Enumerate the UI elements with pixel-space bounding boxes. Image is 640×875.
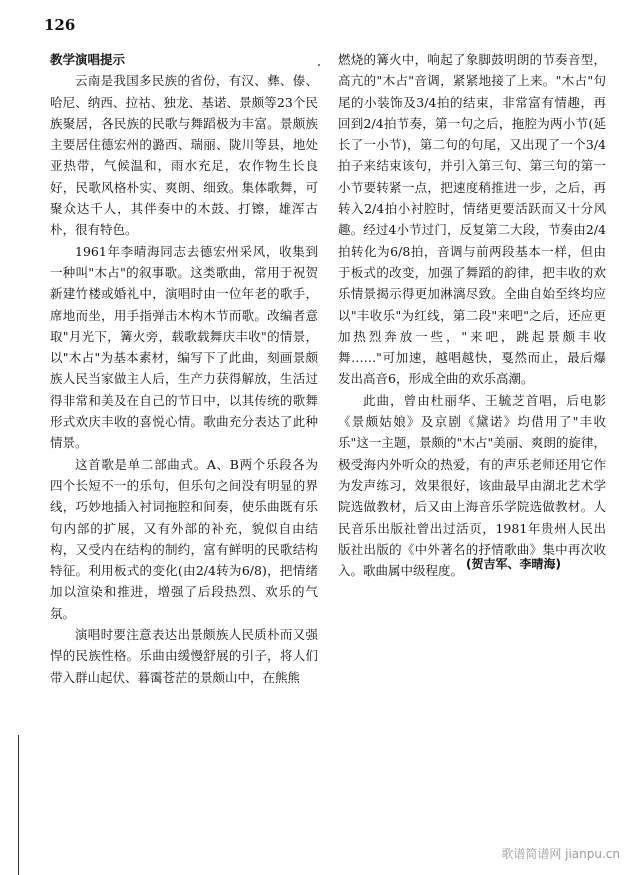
left-column [50,49,318,688]
authors-credit: (贺吉军、李晴海) [466,557,561,571]
paragraph-performance-continued: 燃烧的篝火中，响起了象脚鼓明朗的节奏音型，高亢的"木占"音调，紧紧地接了上来。"木占"句尾的小装饰及3/4拍的结束，非常富有情趣，再回到2/4拍节奏，第一句之后，拖腔为两小节(延长了一小节)，第二句的句尾，又出现了一个3/4拍子来结束该句，并引入第三句、第三句的第一小节要转紧一点，把速度稍推进一步，之后，再转入2/4拍小衬腔时，情绪更要活跃而又十分风趣。经过4小节过门，反复第二大段，节奏由2/4拍转化为6/8拍，音调与前两段基本一样，但由于板式的改变，加强了舞蹈的韵律，把丰收的欢乐情景揭示得更加淋漓尽致。全曲自始至终均应以"丰收乐"为红线，第二段"来吧"之后，还应更加热烈奔放一些，"来吧，跳起景颇丰收舞……"可加速，越唱越快，戛然而止，最后爆发出高音6，形成全曲的欢乐高潮。 [338,52,606,387]
watermark: 歌谱简谱网 jianpu.cn [501,847,620,861]
scan-speck [318,64,320,66]
paragraph-history: 此曲，曾由杜丽华、王毓芝首唱，后电影《景颇姑娘》及京剧《黛诺》均借用了"丰收乐"这一主题，景颇的"木占"美丽、爽朗的旋律，极受海内外听众的热爱，有的声乐老师还用它作为发声练习，效果很好，该曲最早由湖北艺术学院选做教材，后又由上海音乐学院选做教材。人民音乐出版社曾出过活页，1981年贵州人民出版社出版的《中外著名的抒情歌曲》集中再次收入。歌曲属中级程度。 [338,392,606,579]
paragraph-intro: 云南是我国多民族的省份，有汉、彝、傣、哈尼、纳西、拉祜、独龙、基诺、景颇等23个民族聚居，各民族的民歌与舞蹈极为丰富。景颇族主要居住德宏州的潞西、瑞丽、陇川等县，地处亚热带，气候温和，雨水充足，农作物生长良好，民歌风格朴实、爽朗、细致。集体歌舞，可聚众达千人，其伴奏中的木鼓、打镲，雄浑古朴，很有特色。 [50,73,318,238]
paragraph-origin: 1961年李晴海同志去德宏州采风，收集到一种叫"木占"的叙事歌。这类歌曲，常用于祝贺新建竹楼或婚礼中，演唱时由一位年老的歌手，席地而坐，用手指弹击木构木节而歌。改编者意取"月光下，篝火旁，载歌载舞庆丰收"的情景，以"木占"为基本素材，编写下了此曲，刻画景颇族人民当家做主人后，生产力获得解放，生活过得非常和美及在自己的节日中，以其传统的歌舞形式欢庆丰收的喜悦心情。歌曲充分表达了此种情景。 [50,243,318,451]
page-number: 126 [44,16,76,34]
paragraph-performance: 演唱时要注意表达出景颇族人民质朴而又强悍的民族性格。乐曲由缓慢舒展的引子，将人们带入群山起伏、暮霭苍茫的景颇山中，在熊熊 [50,627,318,685]
paragraph-structure: 这首歌是单二部曲式。A、B两个乐段各为四个长短不一的乐句，但乐句之间没有明显的界线，巧妙地插入衬词拖腔和间奏，使乐曲既有乐句内部的扩展，又有外部的补充，貌似自由结构，又受内在结构的制约，富有鲜明的民歌结构特征。利用板式的变化(由2/4转为6/8)，把情绪加以渲染和推进，增强了后段热烈、欢乐的气氛。 [50,456,318,621]
margin-rule [18,735,19,875]
right-column [338,49,606,581]
section-title: 教学演唱提示 [50,52,126,67]
